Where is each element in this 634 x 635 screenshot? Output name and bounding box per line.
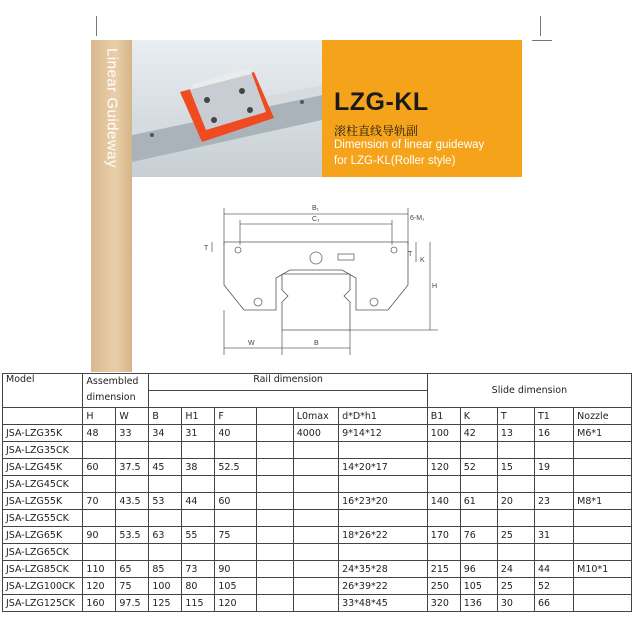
model-cell: JSA-LZG35K xyxy=(3,425,83,442)
table-cell xyxy=(149,476,182,493)
table-cell xyxy=(574,476,632,493)
table-cell xyxy=(427,476,460,493)
table-cell xyxy=(116,476,149,493)
table-cell: 16*23*20 xyxy=(339,493,428,510)
table-cell: 115 xyxy=(182,595,215,612)
table-cell xyxy=(149,442,182,459)
label-k: K xyxy=(420,257,425,264)
model-cell: JSA-LZG125CK xyxy=(3,595,83,612)
label-t: T xyxy=(408,251,413,258)
table-cell xyxy=(116,544,149,561)
table-cell xyxy=(534,544,573,561)
table-cell: M10*1 xyxy=(574,561,632,578)
table-cell: 140 xyxy=(427,493,460,510)
table-cell xyxy=(293,510,338,527)
label-t: T xyxy=(204,245,209,252)
table-cell: 75 xyxy=(116,578,149,595)
table-cell xyxy=(149,510,182,527)
table-cell xyxy=(256,527,293,544)
table-cell: 19 xyxy=(534,459,573,476)
table-cell xyxy=(339,510,428,527)
table-cell xyxy=(460,544,497,561)
table-cell xyxy=(427,510,460,527)
table-cell xyxy=(293,595,338,612)
table-cell: 96 xyxy=(460,561,497,578)
table-cell xyxy=(83,510,116,527)
table-cell: M6*1 xyxy=(574,425,632,442)
table-row xyxy=(3,442,632,459)
table-col-header: H xyxy=(83,408,116,425)
table-cell xyxy=(215,544,256,561)
model-cell: JSA-LZG85CK xyxy=(3,561,83,578)
title-panel xyxy=(322,40,522,177)
crop-mark xyxy=(540,16,541,36)
table-cell: 24*35*28 xyxy=(339,561,428,578)
table-cell xyxy=(293,527,338,544)
table-cell xyxy=(293,544,338,561)
crop-mark xyxy=(96,16,97,36)
table-cell: 80 xyxy=(182,578,215,595)
table-row xyxy=(3,459,632,476)
table-row xyxy=(3,595,632,612)
table-cell: 18*26*22 xyxy=(339,527,428,544)
table-cell: 97.5 xyxy=(116,595,149,612)
table-cell xyxy=(339,442,428,459)
table-row xyxy=(3,425,632,442)
dimension-drawing xyxy=(198,190,458,370)
table-cell: 38 xyxy=(182,459,215,476)
table-cell: 120 xyxy=(83,578,116,595)
table-col-header: B xyxy=(149,408,182,425)
table-cell: 43.5 xyxy=(116,493,149,510)
label-h: H xyxy=(432,283,438,290)
table-cell: 73 xyxy=(182,561,215,578)
table-cell xyxy=(574,544,632,561)
table-cell xyxy=(460,476,497,493)
table-cell: 105 xyxy=(215,578,256,595)
table-cell: 44 xyxy=(534,561,573,578)
table-cell: 53.5 xyxy=(116,527,149,544)
table-cell xyxy=(460,442,497,459)
table-cell: 65 xyxy=(116,561,149,578)
table-col-header: F xyxy=(215,408,256,425)
table-cell: 40 xyxy=(215,425,256,442)
header-model: Model xyxy=(3,374,83,408)
table-cell: 90 xyxy=(83,527,116,544)
table-cell: 170 xyxy=(427,527,460,544)
table-cell: 100 xyxy=(149,578,182,595)
table-cell: 31 xyxy=(182,425,215,442)
table-row xyxy=(3,578,632,595)
table-cell xyxy=(460,510,497,527)
table-cell: 320 xyxy=(427,595,460,612)
table-cell: 52 xyxy=(460,459,497,476)
table-cell xyxy=(256,425,293,442)
table-cell: 14*20*17 xyxy=(339,459,428,476)
table-cell: 70 xyxy=(83,493,116,510)
table-cell: 42 xyxy=(460,425,497,442)
table-cell: 52.5 xyxy=(215,459,256,476)
table-col-header xyxy=(256,408,293,425)
table-cell xyxy=(497,510,534,527)
table-col-header: H1 xyxy=(182,408,215,425)
table-cell xyxy=(574,578,632,595)
table-cell: 76 xyxy=(460,527,497,544)
table-cell xyxy=(574,527,632,544)
table-cell: 60 xyxy=(83,459,116,476)
table-cell: 52 xyxy=(534,578,573,595)
table-cell xyxy=(427,442,460,459)
model-cell: JSA-LZG55CK xyxy=(3,510,83,527)
table-cell xyxy=(116,510,149,527)
table-col-header: W xyxy=(116,408,149,425)
label-w: W xyxy=(248,340,255,347)
table-cell: 110 xyxy=(83,561,116,578)
table-row xyxy=(3,561,632,578)
table-row xyxy=(3,493,632,510)
table-cell xyxy=(293,459,338,476)
header-slide: Slide dimension xyxy=(427,374,631,408)
header-assembled: Assembled dimension xyxy=(83,374,149,408)
table-cell: 100 xyxy=(427,425,460,442)
model-cell: JSA-LZG55K xyxy=(3,493,83,510)
table-cell: 75 xyxy=(215,527,256,544)
model-cell: JSA-LZG65K xyxy=(3,527,83,544)
model-cell: JSA-LZG100CK xyxy=(3,578,83,595)
table-col-header: L0max xyxy=(293,408,338,425)
table-cell: 31 xyxy=(534,527,573,544)
label-b: B xyxy=(314,340,319,347)
table-cell: 215 xyxy=(427,561,460,578)
subtitle-en: Dimension of linear guideway xyxy=(334,139,485,151)
table-cell xyxy=(256,510,293,527)
table-cell: 24 xyxy=(497,561,534,578)
table-cell xyxy=(256,493,293,510)
table-cell xyxy=(215,476,256,493)
table-cell: 250 xyxy=(427,578,460,595)
table-cell: 160 xyxy=(83,595,116,612)
table-col-header: T1 xyxy=(534,408,573,425)
table-cell xyxy=(256,561,293,578)
label-b1: B₁ xyxy=(312,205,320,212)
crop-mark xyxy=(532,40,552,41)
table-cell: 105 xyxy=(460,578,497,595)
table-cell xyxy=(256,578,293,595)
table-cell xyxy=(83,544,116,561)
table-col-header: T xyxy=(497,408,534,425)
table-cell: 48 xyxy=(83,425,116,442)
sidebar-label: Linear Guideway xyxy=(103,47,120,168)
table-cell xyxy=(293,578,338,595)
table-cell: 66 xyxy=(534,595,573,612)
table-cell xyxy=(256,476,293,493)
table-cell: 55 xyxy=(182,527,215,544)
table-cell xyxy=(293,442,338,459)
label-c1: C₁ xyxy=(312,216,320,223)
product-photo xyxy=(132,40,322,177)
table-cell xyxy=(215,510,256,527)
table-row xyxy=(3,544,632,561)
table-cell xyxy=(256,459,293,476)
table-cell: 37.5 xyxy=(116,459,149,476)
table-cell xyxy=(574,595,632,612)
table-cell: 45 xyxy=(149,459,182,476)
table-cell xyxy=(339,544,428,561)
table-cell: 25 xyxy=(497,578,534,595)
table-cell xyxy=(116,442,149,459)
subtitle-en: for LZG-KL(Roller style) xyxy=(334,155,456,167)
table-cell xyxy=(182,442,215,459)
table-cell xyxy=(574,459,632,476)
table-col-header: B1 xyxy=(427,408,460,425)
table-cell xyxy=(497,544,534,561)
table-cell: 61 xyxy=(460,493,497,510)
table-cell xyxy=(574,442,632,459)
table-cell: 85 xyxy=(149,561,182,578)
model-cell: JSA-LZG65CK xyxy=(3,544,83,561)
table-cell xyxy=(534,510,573,527)
table-cell: 120 xyxy=(215,595,256,612)
product-title: LZG-KL xyxy=(334,88,429,116)
table-col-header: K xyxy=(460,408,497,425)
table-cell: 136 xyxy=(460,595,497,612)
model-cell: JSA-LZG35CK xyxy=(3,442,83,459)
table-cell xyxy=(83,476,116,493)
table-row xyxy=(3,527,632,544)
table-col-header: d*D*h1 xyxy=(339,408,428,425)
table-cell xyxy=(182,510,215,527)
table-cell: 33 xyxy=(116,425,149,442)
table-cell: 90 xyxy=(215,561,256,578)
table-cell: 26*39*22 xyxy=(339,578,428,595)
subtitle-cn: 滚柱直线导轨副 xyxy=(334,124,419,138)
table-cell xyxy=(293,561,338,578)
table-cell xyxy=(497,442,534,459)
model-cell: JSA-LZG45CK xyxy=(3,476,83,493)
table-cell xyxy=(256,595,293,612)
table-cell: 9*14*12 xyxy=(339,425,428,442)
table-cell xyxy=(339,476,428,493)
table-cell xyxy=(427,544,460,561)
table-cell: 34 xyxy=(149,425,182,442)
table-cell: 13 xyxy=(497,425,534,442)
table-cell xyxy=(293,493,338,510)
label-m: 6-M₁ xyxy=(410,215,425,222)
table-cell xyxy=(574,510,632,527)
table-cell xyxy=(215,442,256,459)
table-cell xyxy=(182,544,215,561)
table-cell: 16 xyxy=(534,425,573,442)
table-cell: 120 xyxy=(427,459,460,476)
table-cell: 20 xyxy=(497,493,534,510)
table-cell: 63 xyxy=(149,527,182,544)
table-row xyxy=(3,510,632,527)
header-rail: Rail dimension xyxy=(149,374,427,391)
table-cell xyxy=(534,476,573,493)
table-cell: 30 xyxy=(497,595,534,612)
dimension-table xyxy=(2,373,632,612)
table-cell: 60 xyxy=(215,493,256,510)
table-cell xyxy=(534,442,573,459)
model-cell: JSA-LZG45K xyxy=(3,459,83,476)
table-cell: 15 xyxy=(497,459,534,476)
table-cell: 25 xyxy=(497,527,534,544)
table-cell xyxy=(256,442,293,459)
table-cell: 4000 xyxy=(293,425,338,442)
table-row xyxy=(3,476,632,493)
table-cell xyxy=(497,476,534,493)
table-cell xyxy=(182,476,215,493)
table-cell: 53 xyxy=(149,493,182,510)
table-cell: 125 xyxy=(149,595,182,612)
table-cell: M8*1 xyxy=(574,493,632,510)
table-cell: 33*48*45 xyxy=(339,595,428,612)
table-col-header: Nozzle xyxy=(574,408,632,425)
table-cell xyxy=(256,544,293,561)
table-col-header xyxy=(3,408,83,425)
table-cell xyxy=(293,476,338,493)
table-cell: 23 xyxy=(534,493,573,510)
table-cell: 44 xyxy=(182,493,215,510)
table-cell xyxy=(149,544,182,561)
table-cell xyxy=(83,442,116,459)
